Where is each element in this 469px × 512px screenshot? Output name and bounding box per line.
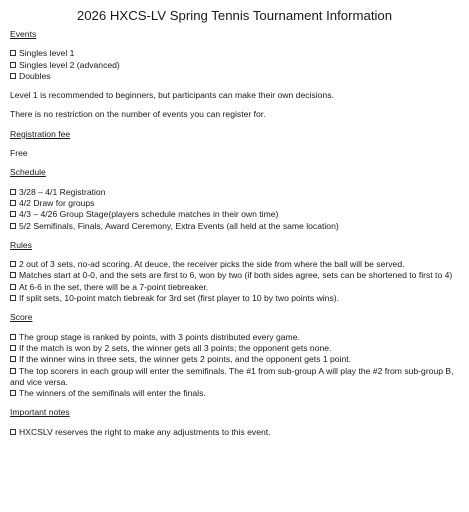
- events-heading: Events: [10, 29, 37, 39]
- list-item: 5/2 Semifinals, Finals, Award Ceremony, Extra Events (all held at the same location): [10, 221, 459, 232]
- registration-fee-heading: Registration fee: [10, 128, 71, 139]
- list-item: 4/2 Draw for groups: [10, 198, 459, 209]
- checkbox-icon: [10, 429, 16, 435]
- checkbox-icon: [10, 345, 16, 351]
- checkbox-icon: [10, 261, 16, 267]
- checkbox-icon: [10, 211, 16, 217]
- checkbox-icon: [10, 295, 16, 301]
- list-item: 3/28 – 4/1 Registration: [10, 187, 459, 198]
- events-note-restriction: There is no restriction on the number of events you can register for.: [10, 109, 266, 120]
- document-title: 2026 HXCS-LV Spring Tennis Tournament Information: [76, 8, 393, 23]
- list-item: If the winner wins in three sets, the winner gets 2 points, and the opponent gets 1 point.: [10, 354, 459, 365]
- important-notes-heading: Important notes: [10, 407, 70, 418]
- list-item: The top scorers in each group will enter the semifinals. The #1 from sub-group A will play the #2 from sub-group B, and vice versa.: [10, 365, 454, 387]
- checkbox-icon: [10, 390, 16, 396]
- events-list: [10, 48, 459, 82]
- checkbox-icon: [10, 50, 16, 56]
- checkbox-icon: [10, 284, 16, 290]
- checkbox-icon: [10, 73, 16, 79]
- list-item: If the match is won by 2 sets, the winner gets all 3 points; the opponent gets none.: [10, 343, 459, 354]
- important-notes-list: [10, 427, 459, 438]
- checkbox-icon: [10, 334, 16, 340]
- score-list: [10, 332, 459, 400]
- score-heading: Score: [10, 312, 33, 323]
- checkbox-icon: [10, 368, 16, 374]
- list-item: Singles level 1: [10, 48, 459, 59]
- rules-heading: Rules: [10, 239, 32, 250]
- events-note-level: Level 1 is recommended to beginners, but participants can make their own decisions.: [10, 90, 334, 101]
- list-item: 4/3 – 4/26 Group Stage(players schedule matches in their own time): [10, 209, 459, 220]
- list-item: HXCSLV reserves the right to make any adjustments to this event.: [10, 427, 459, 438]
- list-item: Doubles: [10, 71, 459, 82]
- registration-fee-value: Free: [10, 148, 28, 159]
- list-item: If split sets, 10-point match tiebreak for 3rd set (first player to 10 by two points wins).: [10, 293, 459, 304]
- schedule-heading: Schedule: [10, 167, 46, 178]
- list-item: Singles level 2 (advanced): [10, 60, 459, 71]
- checkbox-icon: [10, 200, 16, 206]
- list-item: Matches start at 0-0, and the sets are first to 6, won by two (if both sides agree, sets can be shortened to first to 4): [10, 270, 459, 281]
- list-item: The group stage is ranked by points, with 3 points distributed every game.: [10, 332, 459, 343]
- rules-list: [10, 259, 459, 304]
- checkbox-icon: [10, 223, 16, 229]
- checkbox-icon: [10, 356, 16, 362]
- list-item: At 6-6 in the set, there will be a 7-point tiebreaker.: [10, 282, 459, 293]
- checkbox-icon: [10, 272, 16, 278]
- schedule-list: [10, 187, 459, 232]
- list-item: The winners of the semifinals will enter the finals.: [10, 388, 459, 399]
- checkbox-icon: [10, 189, 16, 195]
- checkbox-icon: [10, 62, 16, 68]
- list-item: 2 out of 3 sets, no-ad scoring. At deuce, the receiver picks the side from where the ball will be served.: [10, 259, 459, 270]
